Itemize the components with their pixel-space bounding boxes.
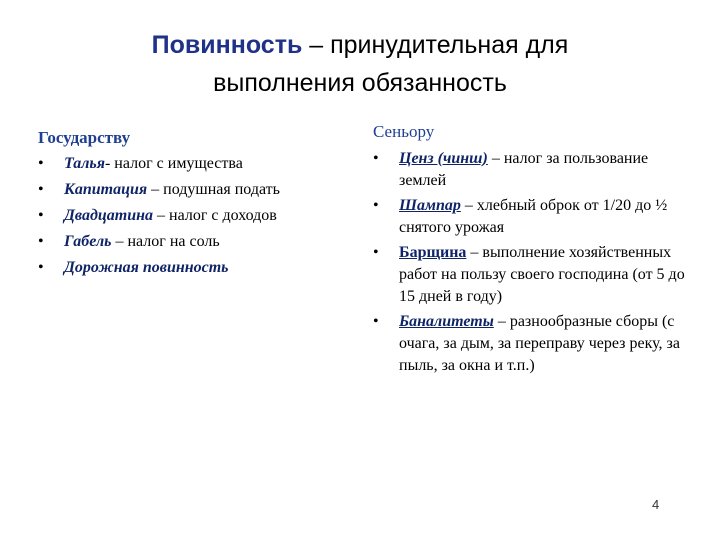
bullet-icon: •: [38, 233, 44, 250]
bullet-icon: •: [38, 259, 44, 276]
duty-term: Капитация: [64, 181, 148, 198]
title-rest: – принудительная для: [302, 31, 569, 59]
list-item: [38, 179, 356, 200]
duty-description: – налог с доходов: [153, 207, 277, 224]
page-number: 4: [652, 497, 660, 512]
list-item: [38, 257, 356, 278]
state-duties-heading: Государству: [38, 128, 131, 147]
bullet-icon: •: [38, 181, 44, 198]
duty-description: – подушная подать: [147, 181, 280, 198]
seigneur-duties-heading: Сеньору: [373, 122, 435, 141]
bullet-icon: •: [373, 150, 379, 167]
duty-term: Баналитеты: [399, 313, 494, 330]
bullet-icon: •: [38, 155, 44, 172]
state-duties-list: [38, 153, 356, 278]
list-item: [373, 311, 693, 377]
seigneur-duties-list: [373, 148, 693, 377]
duty-term: Двадцатина: [64, 207, 154, 224]
list-item: [373, 148, 693, 192]
title-line-1: [60, 26, 660, 64]
duty-description: – разнообразные сборы (с очага, за дым, за переправу через реку, за пыль, за окна и т.п.): [399, 313, 680, 374]
duty-description: – хлебный оброк от 1/20 до ½ снятого урожая: [399, 197, 668, 236]
bullet-icon: •: [373, 197, 379, 214]
bullet-icon: •: [373, 244, 379, 261]
list-item: [373, 195, 693, 239]
state-duties-column: [38, 128, 356, 283]
duty-term: Шампар: [399, 197, 461, 214]
bullet-icon: •: [38, 207, 44, 224]
duty-term: Талья: [64, 155, 105, 172]
list-item: [373, 242, 693, 308]
duty-description: – выполнение хозяйственных работ на пользу своего господина (от 5 до 15 дней в году): [399, 244, 685, 305]
seigneur-duties-column: [373, 122, 693, 380]
duty-term: Дорожная повинность: [64, 259, 229, 276]
bullet-icon: •: [373, 313, 379, 330]
duty-description: – налог на соль: [111, 233, 220, 250]
title-term: Повинность: [151, 31, 303, 59]
list-item: [38, 205, 356, 226]
list-item: [38, 153, 356, 174]
duty-term: Барщина: [399, 244, 467, 261]
duty-term: Габель: [64, 233, 112, 250]
duty-description: - налог с имущества: [104, 155, 243, 172]
slide-title: [60, 26, 660, 102]
duty-description: – налог за пользование землей: [399, 150, 649, 189]
title-line-2: выполнения обязанность: [213, 69, 507, 97]
list-item: [38, 231, 356, 252]
duty-term: Ценз (чинш): [399, 150, 488, 167]
